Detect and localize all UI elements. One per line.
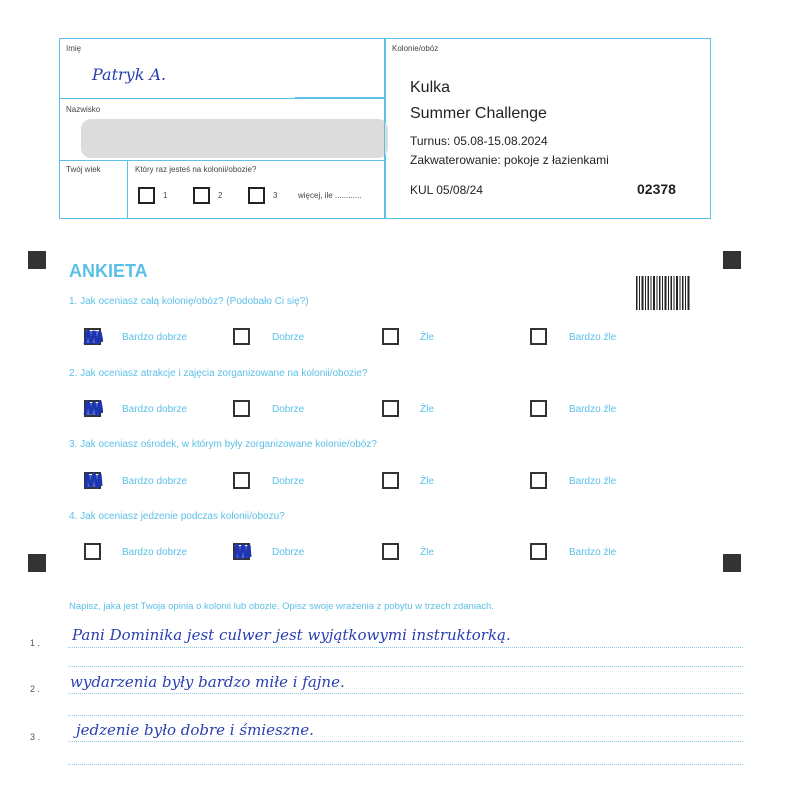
age-label: Twój wiek	[66, 165, 101, 174]
times-checkbox-2[interactable]	[193, 187, 210, 204]
personal-info-box	[59, 38, 386, 219]
opinion-line-3-dots-a	[68, 741, 743, 742]
opinion-line-2-dots-a	[68, 693, 743, 694]
q2-label-bardzo-zle: Bardzo źle	[569, 404, 617, 415]
q1-checkmark-scribble	[83, 327, 103, 347]
opinion-line-1-dots-b	[68, 666, 743, 667]
opinion-line-3-text[interactable]: jedzenie było dobre i śmieszne.	[76, 721, 314, 739]
form-number: 02378	[637, 181, 676, 197]
q2-checkbox-zle[interactable]	[382, 400, 399, 417]
q1-label-bardzo-dobrze: Bardzo dobrze	[122, 332, 188, 343]
opinion-line-1-number: 1 .	[30, 638, 41, 648]
q4-checkbox-bardzo-dobrze[interactable]	[84, 543, 101, 560]
question-2: 2. Jak oceniasz atrakcje i zajęcia zorganizowane na kolonii/obozie?	[69, 368, 368, 379]
surname-label: Nazwisko	[66, 105, 101, 114]
q3-checkbox-bardzo-zle[interactable]	[530, 472, 547, 489]
registration-marker-top-left	[28, 251, 46, 269]
camp-label: Kolonie/obóz	[392, 44, 439, 53]
q1-label-zle: Źle	[420, 332, 434, 343]
times-more-label: więcej, ile ............	[298, 191, 362, 200]
q3-checkmark-scribble	[83, 470, 103, 490]
registration-marker-bottom-left	[28, 554, 46, 572]
opinion-prompt: Napisz, jaka jest Twoja opinia o kolonii lub obozie. Opisz swoje wrażenia z pobytu w trzech zdaniach.	[69, 601, 494, 612]
camp-info-box	[384, 38, 711, 219]
q3-checkbox-dobrze[interactable]	[233, 472, 250, 489]
first-name-handwritten: Patryk A.	[92, 65, 167, 84]
q3-label-zle: Źle	[420, 476, 434, 487]
q2-checkbox-dobrze[interactable]	[233, 400, 250, 417]
q2-checkbox-bardzo-zle[interactable]	[530, 400, 547, 417]
divider-name-row	[60, 98, 385, 99]
q4-label-bardzo-dobrze: Bardzo dobrze	[122, 547, 188, 558]
q2-label-zle: Źle	[420, 404, 434, 415]
opinion-line-3-dots-b	[68, 764, 743, 765]
times-at-camp-label: Który raz jesteś na kolonii/obozie?	[135, 165, 257, 174]
survey-title: ANKIETA	[69, 261, 148, 281]
q3-checkbox-zle[interactable]	[382, 472, 399, 489]
q1-checkbox-zle[interactable]	[382, 328, 399, 345]
registration-marker-bottom-right	[723, 554, 741, 572]
first-name-label: Imię	[66, 44, 82, 53]
q1-checkbox-bardzo-zle[interactable]	[530, 328, 547, 345]
barcode-icon	[636, 276, 690, 310]
opinion-line-2-text[interactable]: wydarzenia były bardzo miłe i fajne.	[70, 673, 345, 691]
question-1: 1. Jak oceniasz całą kolonię/obóz? (Podobało Ci się?)	[69, 296, 309, 307]
camp-code: KUL 05/08/24	[410, 183, 483, 197]
q3-label-dobrze: Dobrze	[272, 476, 305, 487]
opinion-line-2-number: 2 .	[30, 684, 41, 694]
q2-label-dobrze: Dobrze	[272, 404, 305, 415]
name-underline	[295, 97, 385, 98]
times-option-2: 2	[218, 191, 223, 200]
accommodation: Zakwaterowanie: pokoje z łazienkami	[410, 153, 609, 167]
q2-label-bardzo-dobrze: Bardzo dobrze	[122, 404, 188, 415]
q3-label-bardzo-dobrze: Bardzo dobrze	[122, 476, 188, 487]
question-4: 4. Jak oceniasz jedzenie podczas kolonii/obozu?	[69, 511, 285, 522]
q4-label-bardzo-zle: Bardzo źle	[569, 547, 617, 558]
turnus-dates: Turnus: 05.08-15.08.2024	[410, 134, 548, 148]
question-3: 3. Jak oceniasz ośrodek, w którym były zorganizowane kolonie/obóz?	[69, 439, 377, 450]
times-checkbox-1[interactable]	[138, 187, 155, 204]
opinion-line-1-dots-a	[68, 647, 743, 648]
registration-marker-top-right	[723, 251, 741, 269]
divider-age-row	[60, 160, 385, 161]
q1-label-bardzo-zle: Bardzo źle	[569, 332, 617, 343]
q4-checkmark-scribble	[232, 541, 252, 561]
camp-subtitle: Summer Challenge	[410, 105, 547, 122]
opinion-line-1-text[interactable]: Pani Dominika jest culwer jest wyjątkowymi instruktorką.	[72, 626, 511, 644]
q4-label-zle: Źle	[420, 547, 434, 558]
times-option-1: 1	[163, 191, 168, 200]
opinion-line-2-dots-b	[68, 715, 743, 716]
opinion-line-3-number: 3 .	[30, 732, 41, 742]
q2-checkmark-scribble	[83, 398, 103, 418]
divider-age-col	[127, 160, 128, 218]
q4-label-dobrze: Dobrze	[272, 547, 305, 558]
q4-checkbox-bardzo-zle[interactable]	[530, 543, 547, 560]
q1-checkbox-dobrze[interactable]	[233, 328, 250, 345]
q4-checkbox-zle[interactable]	[382, 543, 399, 560]
times-option-3: 3	[273, 191, 278, 200]
q3-label-bardzo-zle: Bardzo źle	[569, 476, 617, 487]
times-checkbox-3[interactable]	[248, 187, 265, 204]
camp-name: Kulka	[410, 79, 451, 96]
q1-label-dobrze: Dobrze	[272, 332, 305, 343]
surname-redacted	[81, 119, 388, 158]
